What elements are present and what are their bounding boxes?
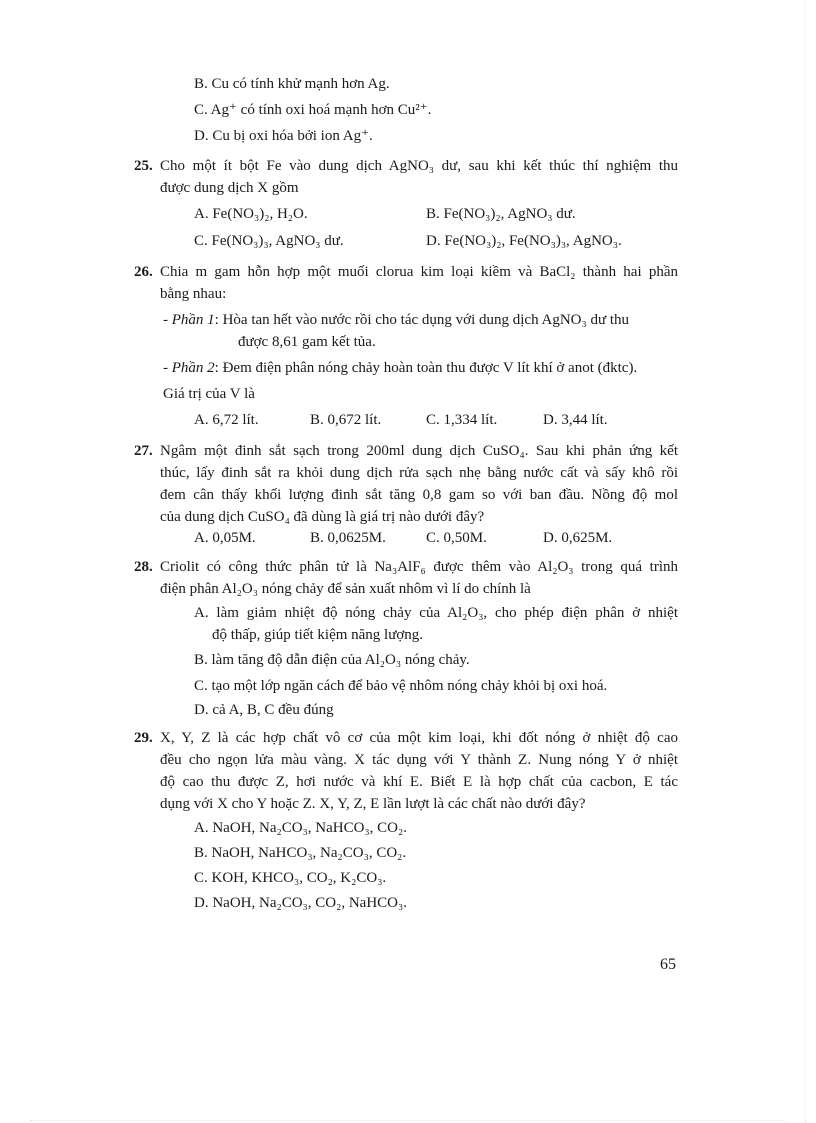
q27-option-c: C. 0,50M. (426, 530, 487, 546)
q25-text-line: Cho một ít bột Fe vào dung dịch AgNO₃ dư, sau khi kết thúc thí nghiệm thu (160, 158, 678, 174)
q25-option-a: A. Fe(NO₃)₂, H₂O. (194, 206, 308, 222)
q26-text-line: bằng nhau: (160, 286, 227, 302)
q28-number: 28. (134, 559, 153, 575)
q27-text-line: đem cân thấy khối lượng đinh sắt tăng 0,8 gam so với ban đầu. Nồng độ mol (160, 487, 678, 503)
q26-part1-line2: được 8,61 gam kết tủa. (238, 334, 376, 350)
q26-number: 26. (134, 264, 153, 280)
q27-text-line: Ngâm một đinh sắt sạch trong 200ml dung dịch CuSO₄. Sau khi phản ứng kết (160, 443, 678, 459)
q28-option-d: D. cả A, B, C đều đúng (194, 702, 334, 718)
q27-option-d: D. 0,625M. (543, 530, 613, 546)
q26-part1-label: - Phần 1 (163, 312, 215, 328)
q24-option-c: C. Ag⁺ có tính oxi hoá mạnh hơn Cu²⁺. (194, 102, 432, 118)
q29-text-line: X, Y, Z là các hợp chất vô cơ của một kim loại, khi đốt nóng ở nhiệt độ cao (160, 730, 678, 746)
q25-text-line: được dung dịch X gồm (160, 180, 299, 196)
page-bottom-divider (30, 1120, 786, 1121)
q25-option-c: C. Fe(NO₃)₃, AgNO₃ dư. (194, 233, 344, 249)
q28-option-a-line2: độ thấp, giúp tiết kiệm năng lượng. (212, 627, 424, 643)
q25-option-d: D. Fe(NO₃)₂, Fe(NO₃)₃, AgNO₃. (426, 233, 622, 249)
q28-text-line: điện phân Al₂O₃ nóng chảy để sản xuất nhôm vì lí do chính là (160, 581, 531, 597)
q29-option-b: B. NaOH, NaHCO₃, Na₂CO₃, CO₂. (194, 845, 407, 861)
q25-number: 25. (134, 158, 153, 174)
q26-text-line: Chia m gam hỗn hợp một muối clorua kim loại kiềm và BaCl₂ thành hai phần (160, 264, 678, 280)
q27-number: 27. (134, 443, 153, 459)
page-edge-divider (805, 0, 806, 1123)
q24-option-b: B. Cu có tính khử mạnh hơn Ag. (194, 76, 390, 92)
q28-text-line: Criolit có công thức phân tử là Na₃AlF₆ được thêm vào Al₂O₃ trong quá trình (160, 559, 678, 575)
q27-option-b: B. 0,0625M. (310, 530, 386, 546)
page-number: 65 (660, 956, 676, 973)
q26-option-d: D. 3,44 lít. (543, 412, 608, 428)
q29-number: 29. (134, 730, 153, 746)
q28-option-c: C. tạo một lớp ngăn cách để bảo vệ nhôm nóng chảy khỏi bị oxi hoá. (194, 678, 608, 694)
q29-option-d: D. NaOH, Na₂CO₃, CO₂, NaHCO₃. (194, 895, 407, 911)
q29-text-line: dụng với X cho Y hoặc Z. X, Y, Z, E lần lượt là các chất nào dưới đây? (160, 796, 586, 812)
q25-option-b: B. Fe(NO₃)₂, AgNO₃ dư. (426, 206, 576, 222)
q26-part2-text: : Đem điện phân nóng chảy hoàn toàn thu được V lít khí ở anot (đktc). (214, 360, 638, 376)
q26-option-c: C. 1,334 lít. (426, 412, 498, 428)
q29-option-c: C. KOH, KHCO₃, CO₂, K₂CO₃. (194, 870, 387, 886)
q26-option-a: A. 6,72 lít. (194, 412, 259, 428)
q27-option-a: A. 0,05M. (194, 530, 256, 546)
q29-text-line: độ cao thu được Z, hơi nước và khí E. Biết E là hợp chất của cacbon, E tác (160, 774, 678, 790)
q27-text-line: của dung dịch CuSO₄ đã dùng là giá trị nào dưới đây? (160, 509, 485, 525)
q29-option-a: A. NaOH, Na₂CO₃, NaHCO₃, CO₂. (194, 820, 407, 836)
q26-option-b: B. 0,672 lít. (310, 412, 382, 428)
q28-option-a: A. làm giảm nhiệt độ nóng chảy của Al₂O₃, cho phép điện phân ở nhiệt (194, 605, 678, 621)
q26-part2-label: - Phần 2 (163, 360, 215, 376)
q27-text-line: thúc, lấy đinh sắt ra khỏi dung dịch rửa sạch nhẹ bằng nước cất và sấy khô rồi (160, 465, 678, 481)
q24-option-d: D. Cu bị oxi hóa bởi ion Ag⁺. (194, 128, 373, 144)
q28-option-b: B. làm tăng độ dẫn điện của Al₂O₃ nóng chảy. (194, 652, 470, 668)
q26-part1-text: : Hòa tan hết vào nước rồi cho tác dụng với dung dịch AgNO₃ dư thu (214, 312, 630, 328)
q26-part1 (163, 310, 629, 330)
q26-question: Giá trị của V là (163, 386, 255, 402)
q26-part2 (163, 358, 637, 378)
q29-text-line: đều cho ngọn lửa màu vàng. X tác dụng với Y thành Z. Nung nóng Y ở nhiệt (160, 752, 678, 768)
